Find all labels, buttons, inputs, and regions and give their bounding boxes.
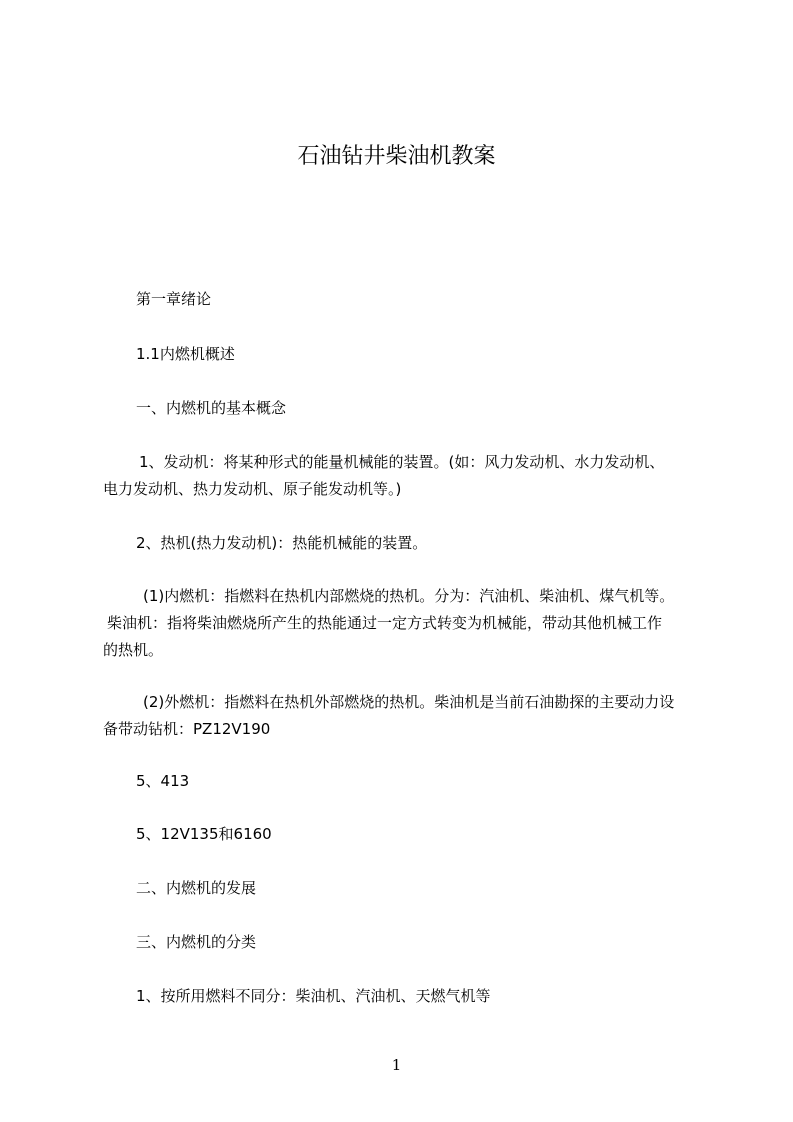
subsection-heading-basic-concepts: 一、内燃机的基本概念 <box>136 399 287 417</box>
paragraph-line: 柴油机：指将柴油燃烧所产生的热能通过一定方式转变为机械能，带动其他机械工作 <box>107 614 663 632</box>
paragraph-heat-engine: 2、热机(热力发动机)：热能机械能的装置。 <box>136 534 428 552</box>
paragraph-line: 电力发动机、热力发动机、原子能发动机等。) <box>103 480 402 498</box>
paragraph-external-combustion <box>103 689 715 743</box>
section-heading: 1.1内燃机概述 <box>136 345 235 363</box>
paragraph-engine-definition <box>103 449 715 503</box>
paragraph-line: 1、发动机：将某种形式的能量机械能的装置。(如：风力发动机、水力发动机、 <box>139 453 665 471</box>
chapter-heading: 第一章绪论 <box>136 290 212 308</box>
paragraph-model-12v135: 5、12V135和6160 <box>136 825 272 843</box>
paragraph-model-413: 5、413 <box>136 772 190 790</box>
subsection-heading-classification: 三、内燃机的分类 <box>136 933 257 951</box>
paragraph-line: 备带动钻机：PZ12V190 <box>103 720 271 738</box>
paragraph-internal-combustion <box>103 583 715 664</box>
subsection-heading-development: 二、内燃机的发展 <box>136 879 257 897</box>
page-number: 1 <box>391 1056 402 1074</box>
paragraph-line: (1)内燃机：指燃料在热机内部燃烧的热机。分为：汽油机、柴油机、煤气机等。 <box>143 587 675 605</box>
paragraph-line: 的热机。 <box>103 641 164 659</box>
paragraph-fuel-classification: 1、按所用燃料不同分：柴油机、汽油机、天燃气机等 <box>136 987 491 1005</box>
document-title: 石油钻井柴油机教案 <box>297 144 496 169</box>
paragraph-line: (2)外燃机：指燃料在热机外部燃烧的热机。柴油机是当前石油勘探的主要动力设 <box>143 693 675 711</box>
